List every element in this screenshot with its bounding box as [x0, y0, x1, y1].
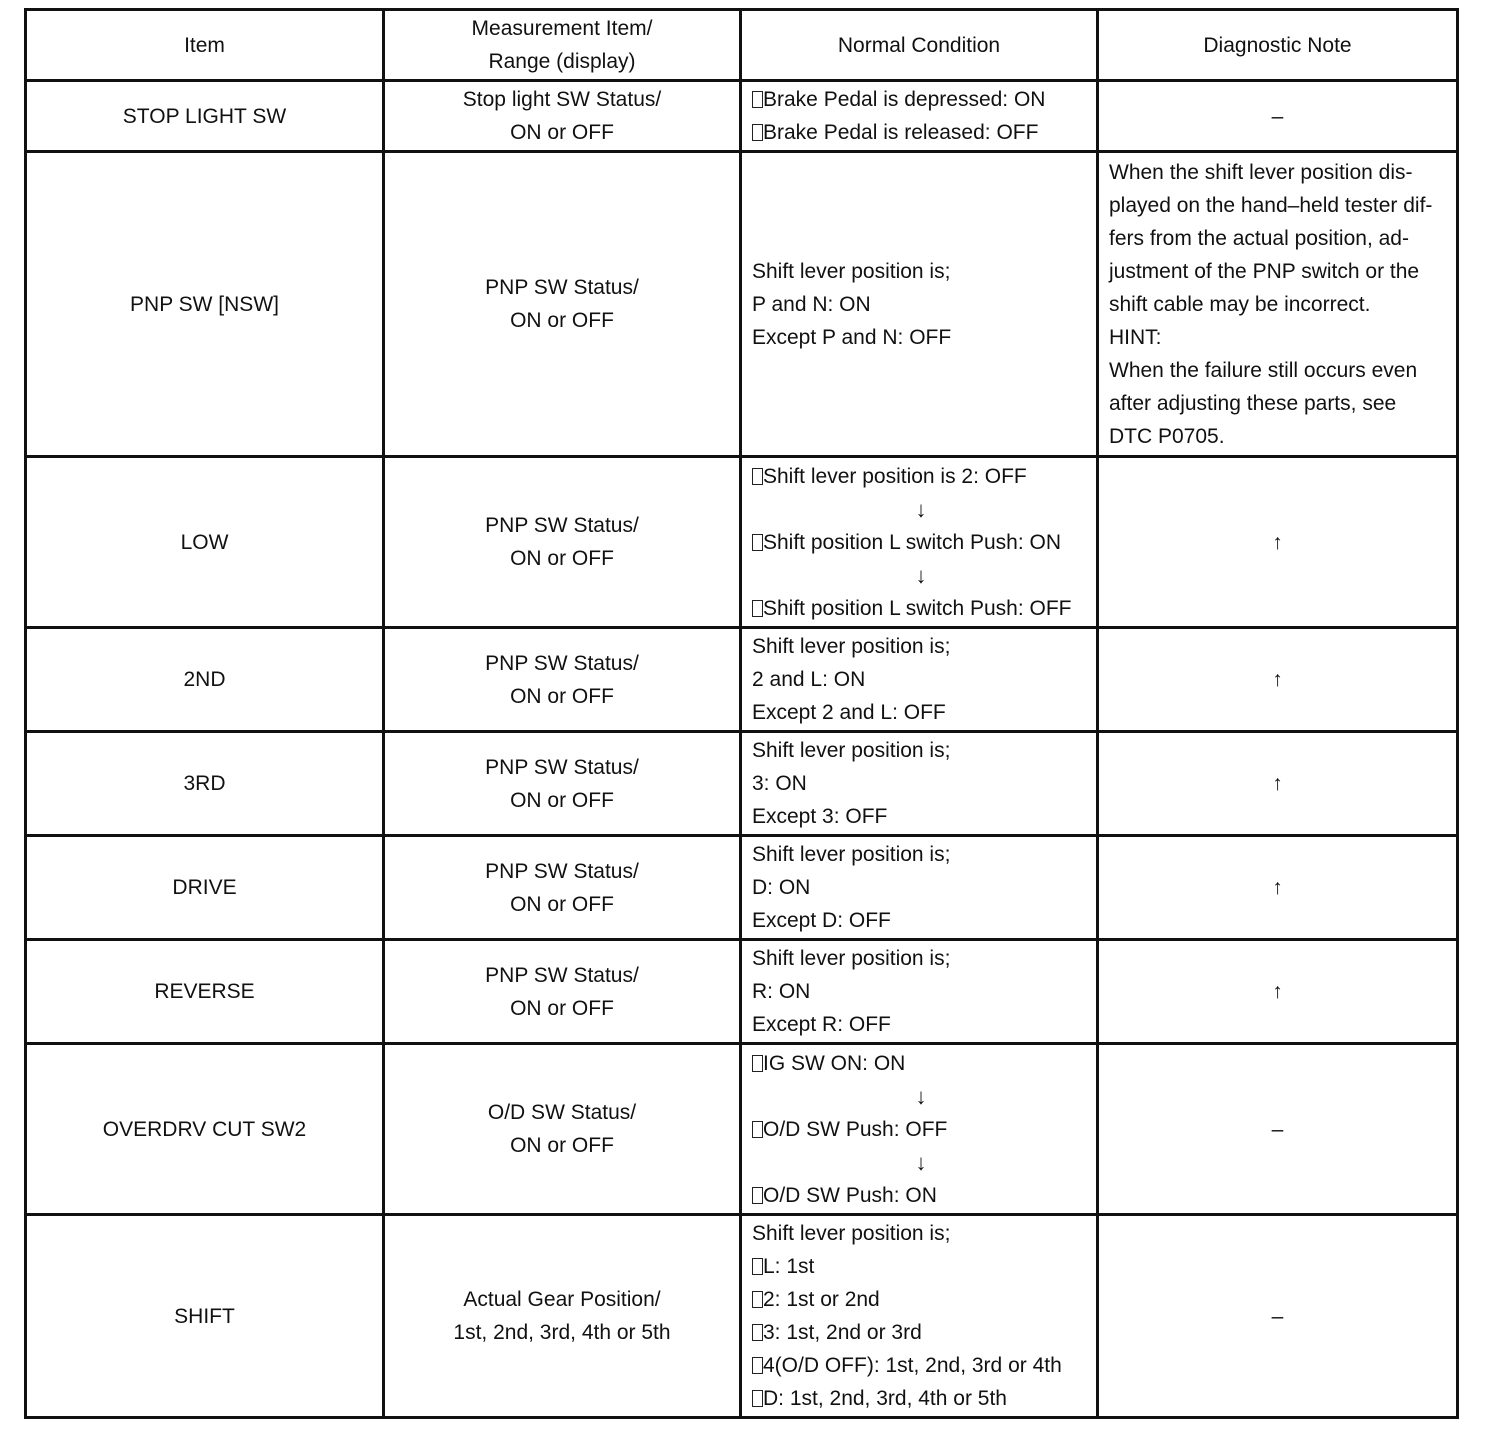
measurement-line: ON or OFF — [510, 684, 614, 708]
condition-text: 3: 1st, 2nd or 3rd — [763, 1321, 922, 1344]
measurement-line: ON or OFF — [510, 309, 614, 332]
normal-condition-cell — [741, 732, 1098, 836]
condition-line: Except D: OFF — [752, 909, 891, 932]
measurement-line: ON or OFF — [510, 547, 614, 570]
condition-line — [752, 1047, 1090, 1080]
diagnostic-note-cell: – — [1098, 81, 1458, 152]
measurement-line: ON or OFF — [510, 996, 614, 1020]
condition-text: D: 1st, 2nd, 3rd, 4th or 5th — [763, 1387, 1007, 1410]
condition-line — [752, 460, 1090, 493]
diagnostic-note-cell: – — [1098, 1215, 1458, 1418]
condition-line: D: ON — [752, 876, 811, 899]
condition-line: Shift lever position is; — [752, 739, 951, 762]
condition-line — [752, 1113, 1090, 1146]
up-arrow-icon: ↑ — [1098, 940, 1458, 1044]
checkbox-square-icon — [752, 1258, 763, 1275]
checkbox-square-icon — [752, 1324, 763, 1341]
table-row — [26, 457, 1458, 628]
condition-line — [752, 1179, 1090, 1212]
condition-text: 2: 1st or 2nd — [763, 1288, 880, 1311]
table-row — [26, 152, 1458, 457]
condition-text: L: 1st — [763, 1255, 815, 1278]
item-cell: REVERSE — [26, 940, 384, 1044]
condition-line — [752, 526, 1090, 559]
measurement-line: PNP SW Status/ — [485, 276, 639, 299]
condition-line: Shift lever position is; — [752, 843, 951, 866]
item-cell: OVERDRV CUT SW2 — [26, 1044, 384, 1215]
item-cell: STOP LIGHT SW — [26, 81, 384, 152]
checkbox-square-icon — [752, 534, 763, 551]
checkbox-square-icon — [752, 468, 763, 485]
header-measurement-line1: Measurement Item/ — [471, 17, 653, 40]
note-line: When the shift lever position dis- — [1109, 160, 1413, 184]
measurement-line: ON or OFF — [510, 788, 614, 812]
normal-condition-cell — [741, 1215, 1098, 1418]
measurement-line: Stop light SW Status/ — [462, 88, 662, 111]
up-arrow-icon: ↑ — [1098, 628, 1458, 732]
up-arrow-icon: ↑ — [1098, 732, 1458, 836]
table-row — [26, 836, 1458, 940]
normal-condition-cell — [741, 940, 1098, 1044]
item-cell: SHIFT — [26, 1215, 384, 1418]
down-arrow-icon: ↓ — [915, 1149, 927, 1175]
checkbox-square-icon — [752, 1390, 763, 1407]
item-cell: PNP SW [NSW] — [26, 152, 384, 457]
condition-line: P and N: ON — [752, 292, 871, 316]
header-diagnostic-note: Diagnostic Note — [1098, 10, 1458, 81]
note-line: justment of the PNP switch or the — [1109, 259, 1420, 283]
table-row — [26, 732, 1458, 836]
condition-text: Brake Pedal is depressed: ON — [763, 88, 1046, 111]
normal-condition-cell — [741, 81, 1098, 152]
note-line: shift cable may be incorrect. — [1109, 292, 1371, 316]
measurement-cell — [384, 940, 741, 1044]
diagnostic-note-cell — [1098, 152, 1458, 457]
checkbox-square-icon — [752, 600, 763, 617]
table-header-row — [26, 10, 1458, 81]
measurement-cell — [384, 1044, 741, 1215]
checkbox-square-icon — [752, 1357, 763, 1374]
measurement-line: 1st, 2nd, 3rd, 4th or 5th — [453, 1321, 671, 1344]
condition-line: 2 and L: ON — [752, 668, 866, 691]
table-row — [26, 81, 1458, 152]
normal-condition-cell — [741, 628, 1098, 732]
header-normal-condition: Normal Condition — [741, 10, 1098, 81]
measurement-line: ON or OFF — [510, 121, 614, 144]
checkbox-square-icon — [752, 91, 763, 108]
down-arrow-icon: ↓ — [915, 496, 927, 522]
condition-text: 4(O/D OFF): 1st, 2nd, 3rd or 4th — [763, 1354, 1062, 1377]
measurement-cell — [384, 81, 741, 152]
measurement-cell — [384, 836, 741, 940]
diagnostic-data-table — [24, 8, 1459, 1419]
condition-line — [752, 83, 1090, 116]
item-cell: DRIVE — [26, 836, 384, 940]
table-row — [26, 940, 1458, 1044]
note-line: When the failure still occurs even — [1109, 358, 1418, 382]
condition-text: Shift position L switch Push: ON — [763, 530, 1062, 554]
checkbox-square-icon — [752, 1291, 763, 1308]
condition-line: Except 3: OFF — [752, 805, 888, 828]
down-arrow-icon: ↓ — [915, 562, 927, 588]
checkbox-square-icon — [752, 1187, 763, 1204]
condition-line — [752, 592, 1090, 625]
item-cell: 2ND — [26, 628, 384, 732]
condition-line: Except R: OFF — [752, 1013, 891, 1036]
normal-condition-cell — [741, 836, 1098, 940]
header-item: Item — [26, 10, 384, 81]
normal-condition-cell — [741, 457, 1098, 628]
table-row — [26, 1215, 1458, 1418]
checkbox-square-icon — [752, 1055, 763, 1072]
condition-line — [752, 1250, 1090, 1283]
condition-text: Shift lever position is 2: OFF — [763, 464, 1027, 488]
note-line: played on the hand–held tester dif- — [1109, 193, 1433, 217]
condition-line: Shift lever position is; — [752, 947, 951, 970]
condition-line: Shift lever position is; — [752, 1222, 951, 1245]
note-line: DTC P0705. — [1109, 424, 1225, 448]
up-arrow-icon: ↑ — [1098, 836, 1458, 940]
condition-text: O/D SW Push: OFF — [763, 1117, 948, 1141]
measurement-line: Actual Gear Position/ — [463, 1288, 661, 1311]
condition-line: R: ON — [752, 980, 811, 1003]
condition-text: Brake Pedal is released: OFF — [763, 121, 1039, 144]
note-line: HINT: — [1109, 325, 1162, 349]
condition-line: 3: ON — [752, 772, 807, 795]
measurement-cell — [384, 628, 741, 732]
measurement-cell — [384, 152, 741, 457]
measurement-line: PNP SW Status/ — [485, 963, 639, 987]
condition-line — [752, 116, 1090, 149]
condition-line: Except 2 and L: OFF — [752, 701, 946, 724]
item-cell: 3RD — [26, 732, 384, 836]
up-arrow-icon: ↑ — [1098, 457, 1458, 628]
condition-text: IG SW ON: ON — [763, 1051, 906, 1075]
condition-line — [752, 1382, 1090, 1415]
condition-line — [752, 1349, 1090, 1382]
table-row — [26, 1044, 1458, 1215]
condition-text: O/D SW Push: ON — [763, 1183, 937, 1207]
header-measurement — [384, 10, 741, 81]
condition-line: Except P and N: OFF — [752, 325, 952, 349]
checkbox-square-icon — [752, 124, 763, 141]
measurement-line: PNP SW Status/ — [485, 755, 639, 779]
condition-line — [752, 1283, 1090, 1316]
note-line: fers from the actual position, ad- — [1109, 226, 1409, 250]
measurement-line: ON or OFF — [510, 892, 614, 916]
item-cell: LOW — [26, 457, 384, 628]
measurement-line: PNP SW Status/ — [485, 859, 639, 883]
condition-text: Shift position L switch Push: OFF — [763, 596, 1072, 620]
measurement-line: ON or OFF — [510, 1134, 614, 1157]
note-line: after adjusting these parts, see — [1109, 391, 1397, 415]
condition-line: Shift lever position is; — [752, 635, 951, 658]
down-arrow-icon: ↓ — [915, 1083, 927, 1109]
measurement-line: PNP SW Status/ — [485, 651, 639, 675]
measurement-line: PNP SW Status/ — [485, 514, 639, 537]
normal-condition-cell — [741, 152, 1098, 457]
measurement-line: O/D SW Status/ — [487, 1101, 637, 1124]
header-measurement-line2: Range (display) — [488, 50, 636, 73]
measurement-cell — [384, 732, 741, 836]
diagnostic-note-cell: – — [1098, 1044, 1458, 1215]
condition-line: Shift lever position is; — [752, 259, 951, 283]
table-row — [26, 628, 1458, 732]
checkbox-square-icon — [752, 1121, 763, 1138]
measurement-cell — [384, 1215, 741, 1418]
normal-condition-cell — [741, 1044, 1098, 1215]
measurement-cell — [384, 457, 741, 628]
condition-line — [752, 1316, 1090, 1349]
